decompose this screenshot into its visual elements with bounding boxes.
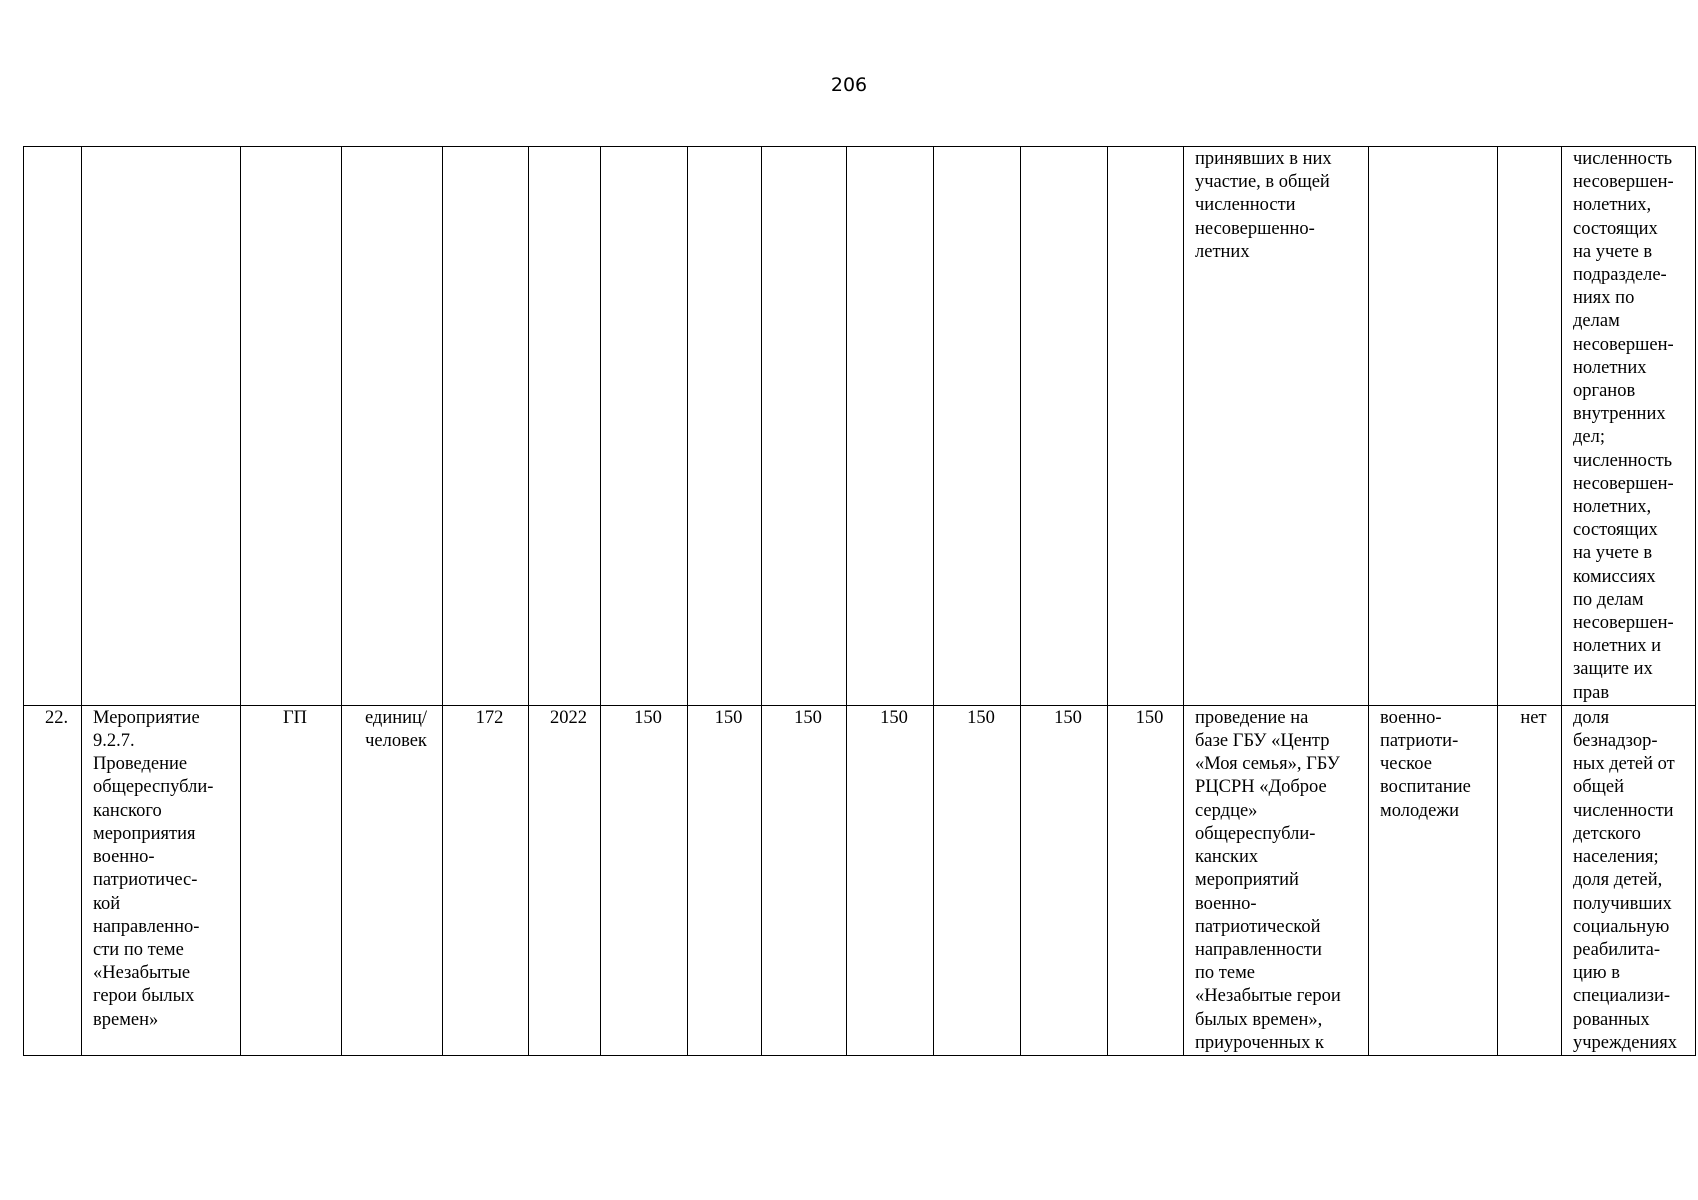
table-cell: 150 xyxy=(762,705,847,1055)
table-cell xyxy=(1369,147,1498,706)
table-cell xyxy=(1021,147,1108,706)
table-cell: военно- патриоти- ческое воспитание молодежи xyxy=(1369,705,1498,1055)
table-cell: ГП xyxy=(241,705,342,1055)
table-cell xyxy=(342,147,443,706)
program-table xyxy=(23,146,1696,1056)
table-cell xyxy=(934,147,1021,706)
table-row xyxy=(24,705,1696,1055)
table-row xyxy=(24,147,1696,706)
table-cell xyxy=(241,147,342,706)
table-cell xyxy=(1498,147,1562,706)
table-cell: 2022 xyxy=(529,705,601,1055)
table-cell: доля безнадзор- ных детей от общей численности детского населения; доля детей, получивших социальную реабилита- цию в специализи- рованных учреждениях xyxy=(1562,705,1696,1055)
table-cell: 22. xyxy=(24,705,82,1055)
table-cell: нет xyxy=(1498,705,1562,1055)
page-number: 206 xyxy=(830,74,868,96)
table-cell: 150 xyxy=(601,705,688,1055)
table-cell: 172 xyxy=(443,705,529,1055)
table-cell: 150 xyxy=(934,705,1021,1055)
table-cell: проведение на базе ГБУ «Центр «Моя семья», ГБУ РЦСРН «Доброе сердце» общереспубли- канских мероприятий военно- патриотической направленности по теме «Незабытые герои былых времен», приуроченных к xyxy=(1184,705,1369,1055)
table-cell: 150 xyxy=(847,705,934,1055)
table-cell: единиц/ человек xyxy=(342,705,443,1055)
table-cell xyxy=(688,147,762,706)
table-cell: 150 xyxy=(1108,705,1184,1055)
table-cell: 150 xyxy=(688,705,762,1055)
table-cell xyxy=(847,147,934,706)
table-cell xyxy=(24,147,82,706)
table-cell xyxy=(1108,147,1184,706)
table-cell xyxy=(762,147,847,706)
table-cell xyxy=(82,147,241,706)
table-cell xyxy=(443,147,529,706)
table-cell xyxy=(601,147,688,706)
table-cell: численность несовершен- нолетних, состоящих на учете в подразделе- ниях по делам несовершен- нолетних органов внутренних дел; численность несовершен- нолетних, состоящих на учете в комиссиях по делам несовершен- нолетних и защите их прав xyxy=(1562,147,1696,706)
table-cell: Мероприятие 9.2.7. Проведение общереспубли- канского мероприятия военно- патриотичес- кой направленно- сти по теме «Незабытые герои былых времен» xyxy=(82,705,241,1055)
table-cell: принявших в них участие, в общей численности несовершенно- летних xyxy=(1184,147,1369,706)
table-cell xyxy=(529,147,601,706)
table-cell: 150 xyxy=(1021,705,1108,1055)
